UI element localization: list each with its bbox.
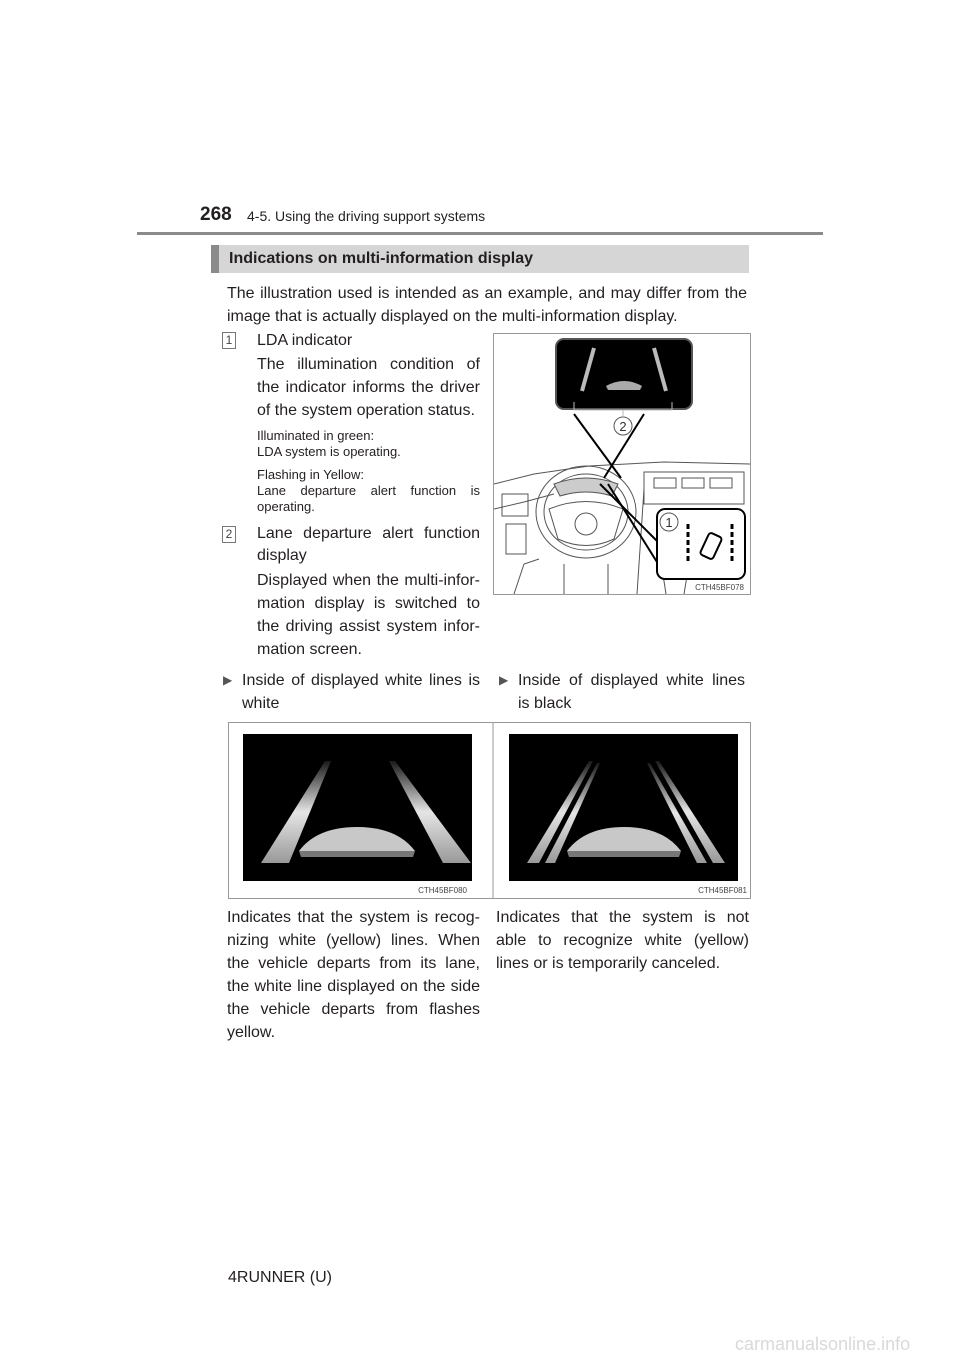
dashboard-illustration: [493, 333, 751, 595]
note-yellow-label: Flashing in Yellow:: [257, 467, 364, 482]
footer-model: 4RUNNER (U): [228, 1269, 332, 1286]
intro-paragraph: The illustration used is intended as an example, and may differ from the image that is actually displayed on the multi-information display.: [227, 285, 747, 325]
description-black-inside: Indicates that the system is not able to recognize white (yellow) lines or is temporarily canceled.: [496, 909, 749, 972]
bullet-black-inside: [499, 669, 745, 715]
note-green: [257, 428, 480, 460]
watermark: carmanualsonline.info: [735, 1334, 911, 1354]
dashboard-drawing: [494, 334, 750, 594]
bullet-white-inside: [223, 669, 480, 715]
note-green-label: Illuminated in green:: [257, 428, 375, 443]
item-text-1: The illumination condition of the indicator informs the driver of the system operation status.: [257, 356, 480, 419]
header-rule: [137, 232, 823, 235]
item-title-1: LDA indicator: [257, 332, 353, 349]
bullet-triangle-icon: ▶: [223, 673, 233, 687]
display-figures: [228, 722, 751, 899]
item-number-1: 1: [222, 332, 236, 349]
section-heading: [211, 245, 749, 273]
bullet-triangle-icon: ▶: [499, 673, 509, 687]
note-yellow: [257, 467, 480, 515]
bullet-black-inside-text: Inside of displayed white lines is black: [518, 672, 745, 712]
callout-1: 1: [665, 515, 673, 530]
page-number: 268: [200, 204, 232, 225]
section-title: 4-5. Using the driving support systems: [247, 208, 486, 224]
section-heading-text: Indications on multi-information display: [229, 250, 534, 267]
item-text-2: Displayed when the multi-infor-mation display is switched to the driving assist system infor-mation screen.: [257, 572, 480, 658]
item-title-2: Lane departure alert function display: [257, 525, 480, 564]
bullet-white-inside-text: Inside of displayed white lines is white: [242, 672, 480, 712]
note-yellow-text: Lane departure alert function is operating.: [257, 483, 480, 514]
note-green-text: LDA system is operating.: [257, 444, 401, 459]
figure-code-black: CTH45BF081: [698, 886, 747, 895]
item-number-2: 2: [222, 526, 236, 543]
figure-code-white: CTH45BF080: [418, 886, 467, 895]
description-white-inside: Indicates that the system is recog-nizing white (yellow) lines. When the vehicle departs from its lane, the white line displayed on the side the vehicle departs from flashes yellow.: [227, 909, 480, 1041]
main-figure-code: CTH45BF078: [695, 583, 744, 592]
display-figures-drawing: [229, 723, 750, 898]
callout-2: 2: [619, 419, 627, 434]
